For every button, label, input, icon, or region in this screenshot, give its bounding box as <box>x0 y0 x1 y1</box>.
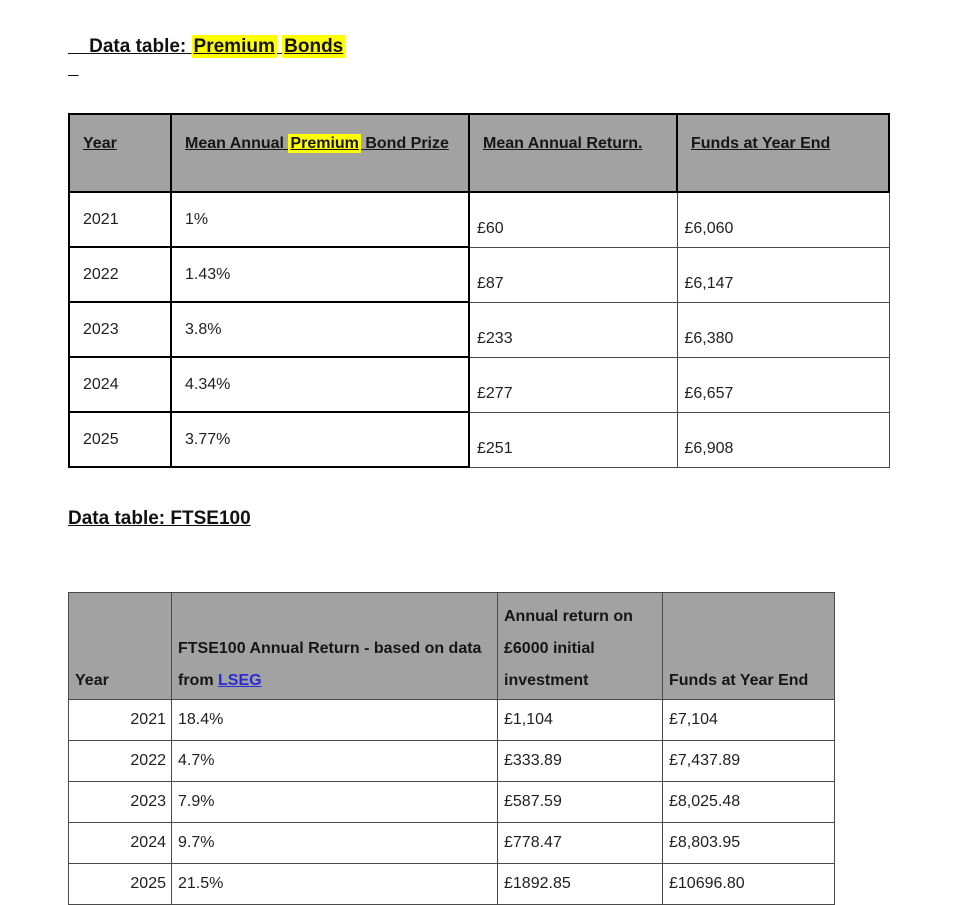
title-prefix: Data table: <box>89 36 192 57</box>
cell-funds: £8,803.95 <box>663 823 835 864</box>
header-funds: Funds at Year End <box>663 593 835 700</box>
cell-return-pct: 7.9% <box>172 782 498 823</box>
header-year: Year <box>69 593 172 700</box>
cell-return-pct: 9.7% <box>172 823 498 864</box>
ftse100-table <box>68 592 835 905</box>
cell-prize: 3.77% <box>171 412 469 467</box>
header-annual-return <box>172 593 498 700</box>
cell-funds: £7,437.89 <box>663 741 835 782</box>
cell-prize: 1.43% <box>171 247 469 302</box>
table-row <box>69 357 889 412</box>
table-row <box>69 247 889 302</box>
cell-funds: £10696.80 <box>663 864 835 905</box>
table-row <box>69 782 835 823</box>
cell-year: 2021 <box>69 192 171 247</box>
header-prize-highlight: Premium <box>290 135 359 152</box>
table-row <box>69 741 835 782</box>
cell-funds: £8,025.48 <box>663 782 835 823</box>
title-highlight-bonds: Bonds <box>284 36 344 57</box>
cell-prize: 3.8% <box>171 302 469 357</box>
cell-year: 2024 <box>69 357 171 412</box>
cell-year: 2023 <box>69 302 171 357</box>
cell-annual-return: £587.59 <box>498 782 663 823</box>
header-prize <box>171 114 469 192</box>
header-row <box>69 114 889 192</box>
cell-return: £233 <box>469 302 677 357</box>
cell-funds: £6,657 <box>677 357 889 412</box>
cell-year: 2022 <box>69 247 171 302</box>
header-mean-return: Mean Annual Return. <box>469 114 677 192</box>
cell-return: £251 <box>469 412 677 467</box>
table-row <box>69 700 835 741</box>
cell-return: £277 <box>469 357 677 412</box>
header-return-on-investment: Annual return on £6000 initial investment <box>498 593 663 700</box>
cell-year: 2022 <box>69 741 172 782</box>
header-prize-pre: Mean Annual <box>185 135 289 152</box>
cell-return-pct: 4.7% <box>172 741 498 782</box>
header-prize-post: Bond Prize <box>360 135 449 152</box>
cell-funds: £6,060 <box>677 192 889 247</box>
table-row <box>69 192 889 247</box>
cell-return: £87 <box>469 247 677 302</box>
cell-return-pct: 18.4% <box>172 700 498 741</box>
cell-return: £60 <box>469 192 677 247</box>
table-row <box>69 864 835 905</box>
cell-annual-return: £333.89 <box>498 741 663 782</box>
table-row <box>69 412 889 467</box>
cell-annual-return: £1,104 <box>498 700 663 741</box>
cell-funds: £6,380 <box>677 302 889 357</box>
cell-year: 2025 <box>69 412 171 467</box>
lseg-link[interactable]: LSEG <box>218 672 262 689</box>
table-row <box>69 823 835 864</box>
title-highlight-premium: Premium <box>193 36 275 57</box>
header-return-pre: FTSE100 Annual Return - based on data from <box>178 640 486 689</box>
cell-annual-return: £778.47 <box>498 823 663 864</box>
header-year: Year <box>69 114 171 192</box>
cell-year: 2025 <box>69 864 172 905</box>
cell-funds: £6,147 <box>677 247 889 302</box>
ftse100-title: Data table: FTSE100 <box>68 508 251 529</box>
header-funds: Funds at Year End <box>677 114 889 192</box>
cell-funds: £7,104 <box>663 700 835 741</box>
cell-year: 2023 <box>69 782 172 823</box>
cell-prize: 1% <box>171 192 469 247</box>
premium-bonds-table <box>68 113 890 468</box>
cell-annual-return: £1892.85 <box>498 864 663 905</box>
header-row <box>69 593 835 700</box>
cell-year: 2024 <box>69 823 172 864</box>
table-row <box>69 302 889 357</box>
premium-bonds-title <box>68 14 980 80</box>
cell-year: 2021 <box>69 700 172 741</box>
cell-prize: 4.34% <box>171 357 469 412</box>
cell-funds: £6,908 <box>677 412 889 467</box>
cell-return-pct: 21.5% <box>172 864 498 905</box>
